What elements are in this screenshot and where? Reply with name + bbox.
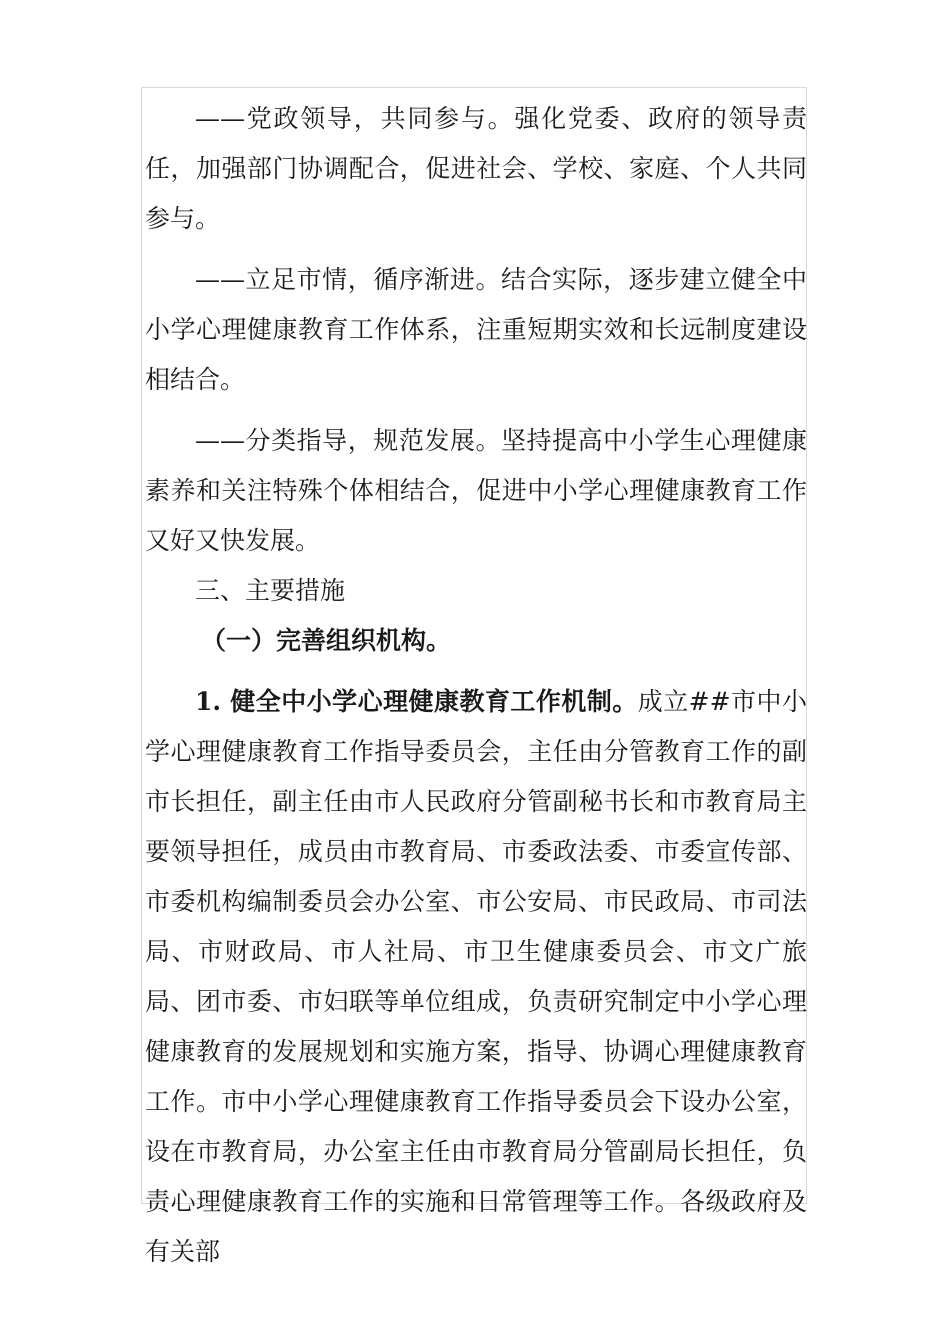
section-heading: 三、主要措施 xyxy=(195,576,346,605)
paragraph-city-conditions: ——立足市情，循序渐进。结合实际，逐步建立健全中小学心理健康教育工作体系，注重短期实效和长远制度建设相结合。 xyxy=(145,265,807,394)
paragraph-classified-guidance: ——分类指导，规范发展。坚持提高中小学生心理健康素养和关注特殊个体相结合，促进中小学心理健康教育工作又好又快发展。 xyxy=(145,426,807,555)
item-lead: 1. 健全中小学心理健康教育工作机制。 xyxy=(195,687,638,716)
document-body xyxy=(145,94,807,1277)
paragraph-mechanism xyxy=(145,677,807,1277)
paragraph-party-leadership: ——党政领导，共同参与。强化党委、政府的领导责任，加强部门协调配合，促进社会、学校、家庭、个人共同参与。 xyxy=(145,104,807,233)
item-body: 成立##市中小学心理健康教育工作指导委员会，主任由分管教育工作的副市长担任，副主任由市人民政府分管副秘书长和市教育局主要领导担任，成员由市教育局、市委政法委、市委宣传部、市委机构编制委员会办公室、市公安局、市民政局、市司法局、市财政局、市人社局、市卫生健康委员会、市文广旅局、团市委、市妇联等单位组成，负责研究制定中小学心理健康教育的发展规划和实施方案，指导、协调心理健康教育工作。市中小学心理健康教育工作指导委员会下设办公室，设在市教育局，办公室主任由市教育局分管副局长担任，负责心理健康教育工作的实施和日常管理等工作。各级政府及有关部 xyxy=(145,687,807,1266)
subsection-heading: （一）完善组织机构。 xyxy=(201,626,452,655)
